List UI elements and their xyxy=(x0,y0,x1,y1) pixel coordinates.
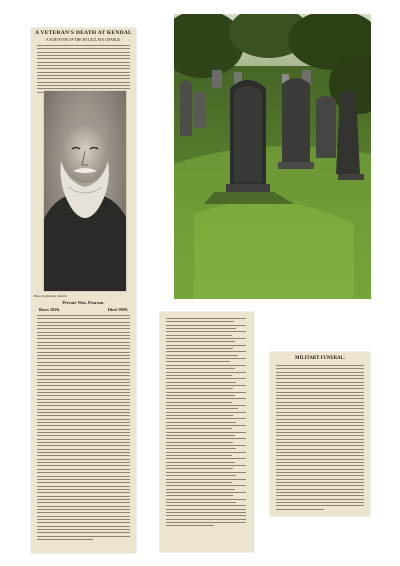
funeral-headline: MILITARY FUNERAL. xyxy=(295,356,345,361)
middle-newspaper-clipping xyxy=(160,312,254,552)
caption-name: Private Wm. Pearson. xyxy=(62,300,105,305)
clipping-headline: A VETERAN'S DEATH AT KENDAL xyxy=(35,30,132,36)
caption-died: Died 1909. xyxy=(107,307,128,312)
obituary-text-block xyxy=(37,315,130,542)
clipping-subheadline: A SURVIVOR OF THE BALACLAVA CHARGE. xyxy=(45,38,122,42)
intro-text-block xyxy=(37,45,130,95)
left-newspaper-clipping xyxy=(31,28,136,553)
right-newspaper-clipping xyxy=(270,352,370,516)
veteran-portrait-photo xyxy=(43,90,127,292)
cemetery-gravestones-photo xyxy=(174,14,371,299)
poem-text-block xyxy=(166,318,246,529)
funeral-text-block xyxy=(276,365,364,512)
photo-credit: Photo by Richards, Penrith xyxy=(34,294,67,298)
caption-born: Born 1826. xyxy=(39,307,61,312)
